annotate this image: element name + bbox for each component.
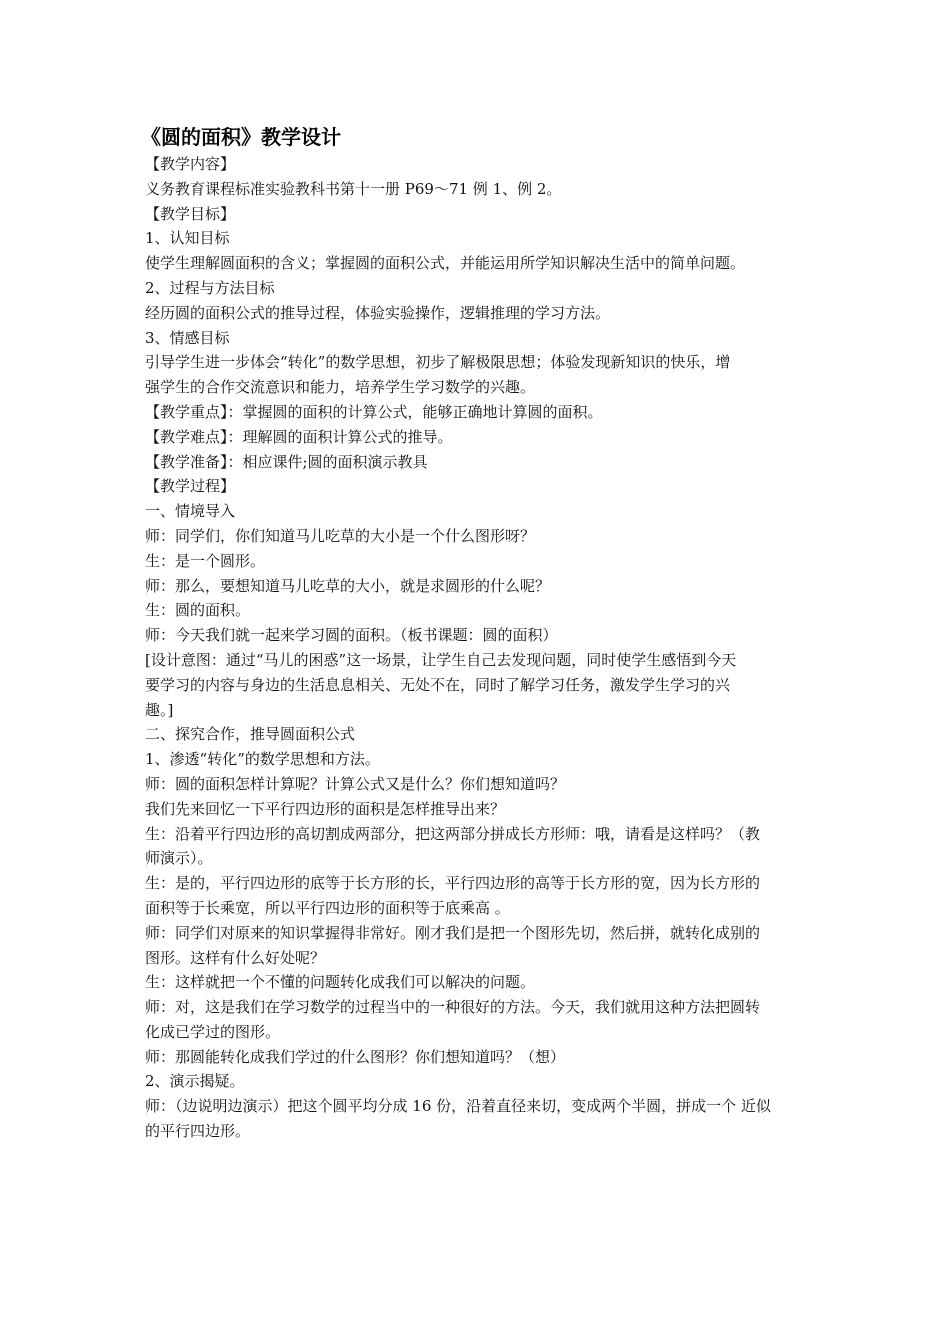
text-line: 使学生理解圆面积的含义；掌握圆的面积公式，并能运用所学知识解决生活中的简单问题。 — [145, 254, 746, 273]
text-line: 师演示）。 — [145, 849, 213, 868]
text-line: 义务教育课程标准实验教科书第十一册 P69～71 例 1、例 2。 — [145, 179, 562, 198]
text-line: 生：沿着平行四边形的高切割成两部分，把这两部分拼成长方形师：哦，请看是这样吗？（教 — [145, 824, 761, 843]
text-line: 1、认知目标 — [145, 229, 230, 248]
text-line: 1、渗透“转化”的数学思想和方法。 — [145, 750, 380, 769]
text-line: 二、探究合作，推导圆面积公式 — [145, 725, 356, 744]
document-lines — [145, 152, 808, 1144]
text-line: 【教学重点】：掌握圆的面积的计算公式，能够正确地计算圆的面积。 — [145, 402, 603, 421]
text-line: 生：是一个圆形。 — [145, 551, 266, 570]
text-line: 师：圆的面积怎样计算呢？计算公式又是什么？你们想知道吗？ — [145, 774, 566, 793]
text-line: 2、过程与方法目标 — [145, 278, 275, 297]
text-line: 师：那么，要想知道马儿吃草的大小，就是求圆形的什么呢？ — [145, 576, 551, 595]
text-line: 【教学难点】：理解圆的面积计算公式的推导。 — [145, 427, 453, 446]
text-line: 【教学内容】 — [145, 155, 236, 173]
text-line: [设计意图：通过“马儿的困惑”这一场景，让学生自己去发现问题，同时使学生感悟到今天 — [145, 650, 737, 669]
text-line: 强学生的合作交流意识和能力，培养学生学习数学的兴趣。 — [145, 378, 536, 397]
text-line: 的平行四边形。 — [145, 1122, 251, 1141]
text-line: 要学习的内容与身边的生活息息相关、无处不在，同时了解学习任务，激发学生学习的兴 — [145, 675, 731, 694]
document-title: 《圆的面积》教学设计 — [141, 125, 341, 149]
text-line: 引导学生进一步体会“转化”的数学思想，初步了解极限思想；体验发现新知识的快乐，增 — [145, 353, 731, 372]
text-line: 化成已学过的图形。 — [145, 1022, 281, 1041]
text-line: 师：同学们，你们知道马儿吃草的大小是一个什么图形呀？ — [145, 526, 536, 545]
text-line: 生：圆的面积。 — [145, 601, 251, 620]
text-line: 2、演示揭疑。 — [145, 1072, 245, 1091]
document-body — [141, 122, 808, 1144]
text-line: 【教学准备】：相应课件;圆的面积演示教具 — [145, 452, 428, 471]
text-line: 经历圆的面积公式的推导过程，体验实验操作，逻辑推理的学习方法。 — [145, 303, 611, 322]
text-line: 我们先来回忆一下平行四边形的面积是怎样推导出来？ — [145, 799, 506, 818]
text-line: 师：那圆能转化成我们学过的什么图形？你们想知道吗？（想） — [145, 1047, 566, 1066]
text-line: 图形。这样有什么好处呢？ — [145, 948, 326, 967]
text-line: 一、情境导入 — [145, 502, 236, 521]
text-line: 面积等于长乘宽，所以平行四边形的面积等于底乘高 。 — [145, 898, 510, 917]
text-line: 【教学过程】 — [145, 477, 236, 496]
text-line: 趣。] — [145, 700, 174, 719]
text-line: 师：同学们对原来的知识掌握得非常好。刚才我们是把一个图形先切，然后拼，就转化成别的 — [145, 923, 761, 942]
text-line: 师：今天我们就一起来学习圆的面积。（板书课题：圆的面积） — [145, 626, 558, 645]
text-line: 3、情感目标 — [145, 328, 230, 347]
text-line: 生：是的，平行四边形的底等于长方形的长，平行四边形的高等于长方形的宽，因为长方形的 — [145, 874, 761, 893]
text-line: 师：对，这是我们在学习数学的过程当中的一种很好的方法。今天，我们就用这种方法把圆转 — [145, 998, 761, 1017]
text-line: 【教学目标】 — [145, 204, 236, 223]
text-line: 生：这样就把一个不懂的问题转化成我们可以解决的问题。 — [145, 973, 536, 992]
text-line: 师：（边说明边演示）把这个圆平均分成 16 份，沿着直径来切，变成两个半圆，拼成一个 近似 — [145, 1097, 771, 1116]
